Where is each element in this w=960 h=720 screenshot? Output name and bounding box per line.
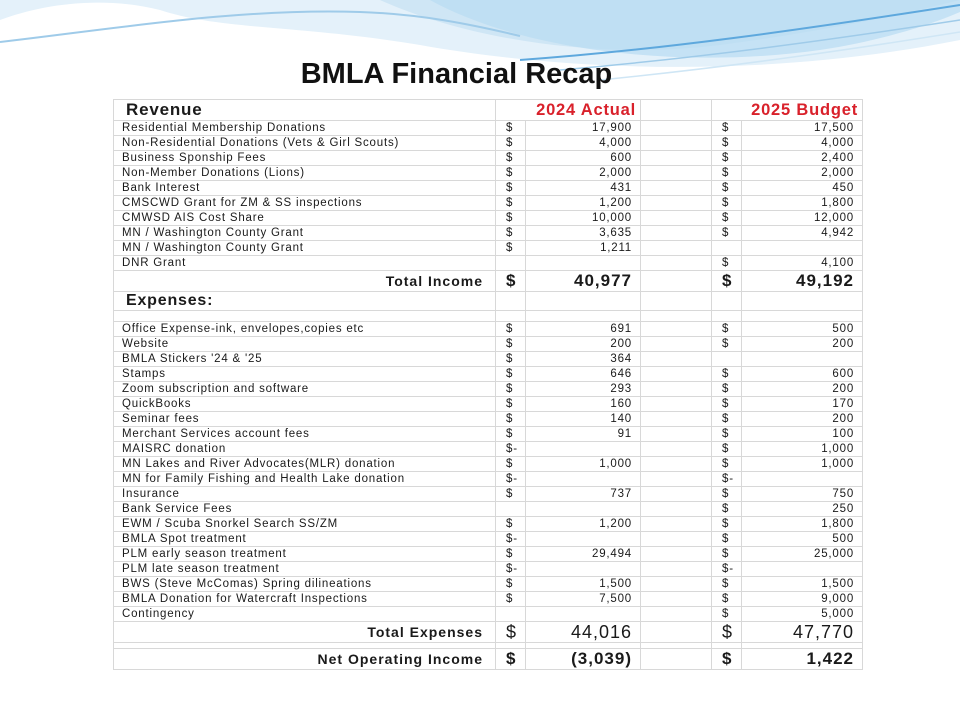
spacer-cell	[641, 457, 712, 472]
actual-amount: 29,494	[526, 547, 641, 562]
expenses-heading: Expenses:	[114, 292, 496, 311]
row-label: CMWSD AIS Cost Share	[114, 211, 496, 226]
actual-currency: $	[496, 271, 526, 292]
budget-amount: 170	[742, 397, 863, 412]
table-row	[114, 577, 863, 592]
spacer-cell	[641, 151, 712, 166]
spacer-cell	[641, 622, 712, 643]
budget-amount: 100	[742, 427, 863, 442]
budget-amount: 1,422	[742, 649, 863, 670]
actual-currency: $	[496, 166, 526, 181]
actual-amount: 737	[526, 487, 641, 502]
table-row	[114, 181, 863, 196]
budget-amount	[742, 562, 863, 577]
budget-currency: $	[712, 427, 742, 442]
actual-currency	[496, 607, 526, 622]
actual-amount: 1,500	[526, 577, 641, 592]
spacer-cell	[641, 367, 712, 382]
actual-amount	[526, 442, 641, 457]
actual-amount: 1,200	[526, 517, 641, 532]
budget-currency: $	[712, 382, 742, 397]
budget-currency: $	[712, 547, 742, 562]
budget-amount: 4,942	[742, 226, 863, 241]
row-label: Non-Residential Donations (Vets & Girl Scouts)	[114, 136, 496, 151]
actual-amount: 293	[526, 382, 641, 397]
actual-amount: 3,635	[526, 226, 641, 241]
row-label: MN / Washington County Grant	[114, 241, 496, 256]
revenue-heading: Revenue	[114, 100, 496, 121]
actual-amount: 600	[526, 151, 641, 166]
budget-currency: $	[712, 442, 742, 457]
budget-amount: 200	[742, 382, 863, 397]
spacer-cell	[641, 322, 712, 337]
actual-currency: $	[496, 241, 526, 256]
actual-currency: $	[496, 547, 526, 562]
actual-currency: $	[496, 151, 526, 166]
expenses-section-row	[114, 292, 863, 311]
budget-amount: 17,500	[742, 121, 863, 136]
actual-currency: $	[496, 577, 526, 592]
row-label: BWS (Steve McComas) Spring dilineations	[114, 577, 496, 592]
actual-amount: 1,000	[526, 457, 641, 472]
budget-amount: 4,000	[742, 136, 863, 151]
actual-amount: 364	[526, 352, 641, 367]
actual-currency: $-	[496, 442, 526, 457]
budget-amount: 200	[742, 337, 863, 352]
actual-currency: $	[496, 196, 526, 211]
budget-amount: 250	[742, 502, 863, 517]
table-row	[114, 457, 863, 472]
actual-amount: 7,500	[526, 592, 641, 607]
row-label: Non-Member Donations (Lions)	[114, 166, 496, 181]
budget-currency: $-	[712, 562, 742, 577]
table-row	[114, 226, 863, 241]
table-row	[114, 412, 863, 427]
row-label: BMLA Donation for Watercraft Inspections	[114, 592, 496, 607]
spacer-cell	[641, 352, 712, 367]
budget-amount: 2,400	[742, 151, 863, 166]
actual-amount	[526, 532, 641, 547]
spacer-cell	[641, 337, 712, 352]
spacer-cell	[641, 271, 712, 292]
spacer-cell	[641, 181, 712, 196]
budget-currency	[712, 352, 742, 367]
financial-recap-table	[113, 99, 863, 670]
budget-currency: $	[712, 256, 742, 271]
budget-amount	[742, 352, 863, 367]
spacer-cell	[641, 487, 712, 502]
table-row	[114, 121, 863, 136]
budget-currency: $	[712, 517, 742, 532]
table-row	[114, 607, 863, 622]
header-row	[114, 100, 863, 121]
budget-currency: $	[712, 196, 742, 211]
budget-currency: $	[712, 151, 742, 166]
row-label: EWM / Scuba Snorkel Search SS/ZM	[114, 517, 496, 532]
budget-amount: 200	[742, 412, 863, 427]
budget-amount: 1,000	[742, 457, 863, 472]
table-row	[114, 427, 863, 442]
actual-currency	[496, 256, 526, 271]
spacer-cell	[641, 211, 712, 226]
actual-amount: (3,039)	[526, 649, 641, 670]
budget-amount: 9,000	[742, 592, 863, 607]
actual-currency: $	[496, 352, 526, 367]
actual-currency: $	[496, 622, 526, 643]
row-label: Website	[114, 337, 496, 352]
total_expenses-row	[114, 622, 863, 643]
actual-amount	[526, 607, 641, 622]
table-row	[114, 241, 863, 256]
row-label: MAISRC donation	[114, 442, 496, 457]
actual-amount: 40,977	[526, 271, 641, 292]
row-label: Residential Membership Donations	[114, 121, 496, 136]
spacer-cell	[641, 166, 712, 181]
budget-2025-heading: 2025 Budget	[712, 100, 863, 121]
budget-currency: $	[712, 577, 742, 592]
actual-currency: $	[496, 136, 526, 151]
net_operating_income-row	[114, 649, 863, 670]
budget-amount	[742, 472, 863, 487]
budget-currency: $	[712, 397, 742, 412]
actual-currency: $	[496, 592, 526, 607]
table-row	[114, 322, 863, 337]
budget-currency: $	[712, 502, 742, 517]
table-row	[114, 472, 863, 487]
budget-currency: $	[712, 412, 742, 427]
spacer-cell	[641, 472, 712, 487]
spacer-cell	[641, 256, 712, 271]
actual-currency: $	[496, 412, 526, 427]
budget-currency: $	[712, 181, 742, 196]
row-label: BMLA Stickers '24 & '25	[114, 352, 496, 367]
actual-currency: $	[496, 337, 526, 352]
budget-currency: $	[712, 622, 742, 643]
actual-amount: 17,900	[526, 121, 641, 136]
row-label: QuickBooks	[114, 397, 496, 412]
budget-amount: 12,000	[742, 211, 863, 226]
row-label: Stamps	[114, 367, 496, 382]
actual-currency: $	[496, 211, 526, 226]
actual-currency: $	[496, 121, 526, 136]
budget-amount: 1,800	[742, 196, 863, 211]
table-row	[114, 196, 863, 211]
row-label: Bank Interest	[114, 181, 496, 196]
budget-amount: 25,000	[742, 547, 863, 562]
budget-amount: 500	[742, 322, 863, 337]
budget-currency: $	[712, 322, 742, 337]
actual-amount	[526, 256, 641, 271]
actual-amount: 140	[526, 412, 641, 427]
row-label: Zoom subscription and software	[114, 382, 496, 397]
spacer-cell	[641, 442, 712, 457]
row-label: Office Expense-ink, envelopes,copies etc	[114, 322, 496, 337]
row-label: MN Lakes and River Advocates(MLR) donation	[114, 457, 496, 472]
row-label: CMSCWD Grant for ZM & SS inspections	[114, 196, 496, 211]
actual-amount: 44,016	[526, 622, 641, 643]
budget-amount: 1,500	[742, 577, 863, 592]
budget-amount: 1,000	[742, 442, 863, 457]
spacer-cell	[641, 412, 712, 427]
budget-amount: 47,770	[742, 622, 863, 643]
spacer-cell	[641, 241, 712, 256]
spacer-cell	[641, 547, 712, 562]
table-row	[114, 352, 863, 367]
budget-amount: 600	[742, 367, 863, 382]
actual-currency: $	[496, 397, 526, 412]
spacer-cell	[641, 592, 712, 607]
actual-currency: $	[496, 181, 526, 196]
actual-currency: $-	[496, 562, 526, 577]
actual-currency: $	[496, 517, 526, 532]
actual-currency: $	[496, 427, 526, 442]
row-label: Total Expenses	[114, 622, 496, 643]
budget-currency: $	[712, 457, 742, 472]
spacer-cell	[641, 577, 712, 592]
actual-amount: 1,200	[526, 196, 641, 211]
budget-currency: $	[712, 121, 742, 136]
spacer-cell	[641, 136, 712, 151]
table-row	[114, 136, 863, 151]
table-row	[114, 382, 863, 397]
actual-amount: 160	[526, 397, 641, 412]
actual-amount	[526, 562, 641, 577]
actual-amount: 10,000	[526, 211, 641, 226]
table-row	[114, 502, 863, 517]
actual-currency	[496, 502, 526, 517]
budget-currency: $	[712, 592, 742, 607]
actual-currency: $	[496, 382, 526, 397]
spacer-cell	[641, 649, 712, 670]
actual-amount: 646	[526, 367, 641, 382]
table-row	[114, 442, 863, 457]
row-label: MN for Family Fishing and Health Lake donation	[114, 472, 496, 487]
spacer-row	[114, 311, 863, 322]
row-label: Insurance	[114, 487, 496, 502]
actual-amount: 1,211	[526, 241, 641, 256]
actual-currency: $-	[496, 532, 526, 547]
actual-amount: 200	[526, 337, 641, 352]
table-row	[114, 256, 863, 271]
budget-amount	[742, 241, 863, 256]
actual-amount	[526, 472, 641, 487]
actual-currency: $	[496, 367, 526, 382]
row-label: Net Operating Income	[114, 649, 496, 670]
actual-amount: 431	[526, 181, 641, 196]
table-row	[114, 397, 863, 412]
budget-currency: $	[712, 136, 742, 151]
budget-currency: $	[712, 166, 742, 181]
budget-amount: 1,800	[742, 517, 863, 532]
spacer-cell	[641, 121, 712, 136]
budget-currency: $	[712, 487, 742, 502]
spacer-cell	[641, 397, 712, 412]
table-row	[114, 532, 863, 547]
budget-currency: $	[712, 532, 742, 547]
budget-currency: $	[712, 271, 742, 292]
spacer-cell	[641, 382, 712, 397]
actual-currency: $	[496, 649, 526, 670]
actual-amount: 691	[526, 322, 641, 337]
actual-currency: $	[496, 226, 526, 241]
actual-currency: $-	[496, 472, 526, 487]
table-row	[114, 547, 863, 562]
total_income-row	[114, 271, 863, 292]
row-label: MN / Washington County Grant	[114, 226, 496, 241]
budget-amount: 500	[742, 532, 863, 547]
budget-currency: $	[712, 226, 742, 241]
budget-currency: $-	[712, 472, 742, 487]
row-label: Bank Service Fees	[114, 502, 496, 517]
budget-currency: $	[712, 649, 742, 670]
spacer-cell	[641, 532, 712, 547]
budget-amount: 750	[742, 487, 863, 502]
budget-currency: $	[712, 211, 742, 226]
row-label: DNR Grant	[114, 256, 496, 271]
actual-amount: 4,000	[526, 136, 641, 151]
budget-amount: 4,100	[742, 256, 863, 271]
row-label: PLM early season treatment	[114, 547, 496, 562]
spacer-cell	[641, 517, 712, 532]
budget-amount: 5,000	[742, 607, 863, 622]
budget-currency: $	[712, 607, 742, 622]
row-label: PLM late season treatment	[114, 562, 496, 577]
budget-currency	[712, 241, 742, 256]
table-row	[114, 337, 863, 352]
actual-currency: $	[496, 322, 526, 337]
spacer-cell	[641, 502, 712, 517]
spacer-cell	[641, 226, 712, 241]
actual-amount: 91	[526, 427, 641, 442]
table-row	[114, 562, 863, 577]
spacer-cell	[641, 562, 712, 577]
row-label: Total Income	[114, 271, 496, 292]
table-row	[114, 166, 863, 181]
actual-currency: $	[496, 487, 526, 502]
table-row	[114, 487, 863, 502]
row-label: Merchant Services account fees	[114, 427, 496, 442]
actual-currency: $	[496, 457, 526, 472]
budget-currency: $	[712, 367, 742, 382]
budget-amount: 450	[742, 181, 863, 196]
budget-currency: $	[712, 337, 742, 352]
spacer-cell	[641, 607, 712, 622]
table-row	[114, 517, 863, 532]
budget-amount: 2,000	[742, 166, 863, 181]
row-label: BMLA Spot treatment	[114, 532, 496, 547]
actual-2024-heading: 2024 Actual	[496, 100, 641, 121]
row-label: Seminar fees	[114, 412, 496, 427]
table-row	[114, 367, 863, 382]
table-row	[114, 151, 863, 166]
row-label: Business Sponship Fees	[114, 151, 496, 166]
actual-amount: 2,000	[526, 166, 641, 181]
spacer-cell	[641, 427, 712, 442]
page-title: BMLA Financial Recap	[300, 58, 613, 90]
actual-amount	[526, 502, 641, 517]
table-row	[114, 592, 863, 607]
budget-amount: 49,192	[742, 271, 863, 292]
table-row	[114, 211, 863, 226]
row-label: Contingency	[114, 607, 496, 622]
spacer-cell	[641, 196, 712, 211]
